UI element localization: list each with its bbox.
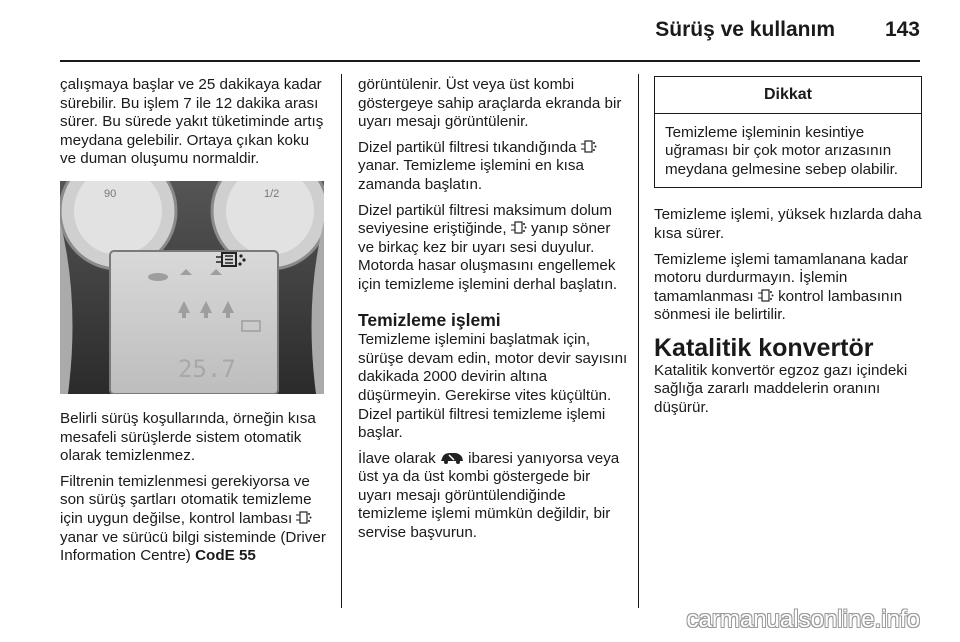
watermark: carmanualsonline.info	[686, 606, 920, 633]
paragraph: çalışmaya başlar ve 25 dakikaya kadar sürebilir. Bu işlem 7 ile 12 dakika arası sürer. Bu sürede yakıt tüketiminde artış meydana gelebilir. Ortaya çıkan koku ve duman oluşumu normaldir.	[60, 76, 324, 168]
page-title: Sürüş ve kullanım	[655, 18, 835, 41]
dashboard-photo	[60, 181, 324, 394]
caution-body: Temizleme işleminin kesintiye uğraması bir çok motor arızasının meydana gelmesine sebep olabilir.	[665, 123, 899, 178]
service-vehicle-icon	[440, 452, 464, 464]
caution-box	[654, 76, 922, 188]
column-divider	[341, 74, 342, 608]
column-middle	[358, 76, 628, 550]
caution-title: Dikkat	[655, 77, 921, 114]
paragraph: Belirli sürüş koşullarında, örneğin kısa mesafeli sürüşlerde sistem otomatik olarak temizlenmez.	[60, 409, 316, 465]
error-code: CodE 55	[195, 547, 256, 565]
dpf-warning-icon	[296, 511, 312, 524]
gauge-right-label: 1/2	[264, 187, 280, 200]
column-right	[654, 76, 922, 424]
dpf-warning-icon	[581, 140, 597, 153]
header-divider	[60, 60, 920, 62]
dpf-warning-icon	[511, 221, 527, 234]
paragraph: Temizleme işlemi tamamlanana kadar motoru durdurmayın. İşlemin tamamlanması kontrol lambasının sönmesi ile belirtilir.	[654, 250, 909, 324]
paragraph: Dizel partikül filtresi tıkandığında yanar. Temizleme işlemini en kısa zamanda başlatın.	[358, 139, 628, 195]
paragraph: Temizleme işlemi, yüksek hızlarda daha kısa sürer.	[654, 206, 922, 242]
page-number: 143	[884, 18, 920, 41]
column-left	[60, 76, 328, 573]
section-heading: Katalitik konvertör	[654, 333, 874, 362]
column-divider	[638, 74, 639, 608]
paragraph: Filtrenin temizlenmesi gerekiyorsa ve son sürüş şartları otomatik temizleme için uygun değilse, kontrol lambası yanar ve sürücü bilgi sisteminde (Driver Information Centre) CodE 55	[60, 472, 326, 565]
paragraph: İlave olarak ibaresi yanıyorsa veya üst ya da üst kombi göstergede bir uyarı mesajı görüntülendiğinde temizleme işlemi mümkün değildir, bir servise başvurun.	[358, 449, 620, 542]
page-header	[0, 0, 960, 62]
paragraph: görüntülenir. Üst veya üst kombi göstergeye sahip araçlarda ekranda bir uyarı mesajı görüntülenir.	[358, 76, 622, 131]
lcd-readout: 25.7	[178, 354, 236, 383]
section-heading: Temizleme işlemi	[358, 309, 501, 330]
dpf-warning-icon	[758, 289, 774, 302]
paragraph: Katalitik konvertör egzoz gazı içindeki sağlığa zararlı maddelerin oranını düşürür.	[654, 361, 908, 416]
paragraph: Dizel partikül filtresi maksimum dolum seviyesine eriştiğinde, yanıp söner ve birkaç kez bir uyarı sesi duyulur. Motorda hasar oluşmasını engellemek için temizleme işlemini derhal başlatın.	[358, 201, 618, 293]
gauge-left-label: 90	[104, 187, 117, 200]
paragraph: Temizleme işlemini başlatmak için, sürüşe devam edin, motor devir sayısını dakikada 2000 devirin altına düşürmeyin. Gerekirse vites küçültün. Dizel partikül filtresi temizleme işlemi başlar.	[358, 331, 628, 442]
